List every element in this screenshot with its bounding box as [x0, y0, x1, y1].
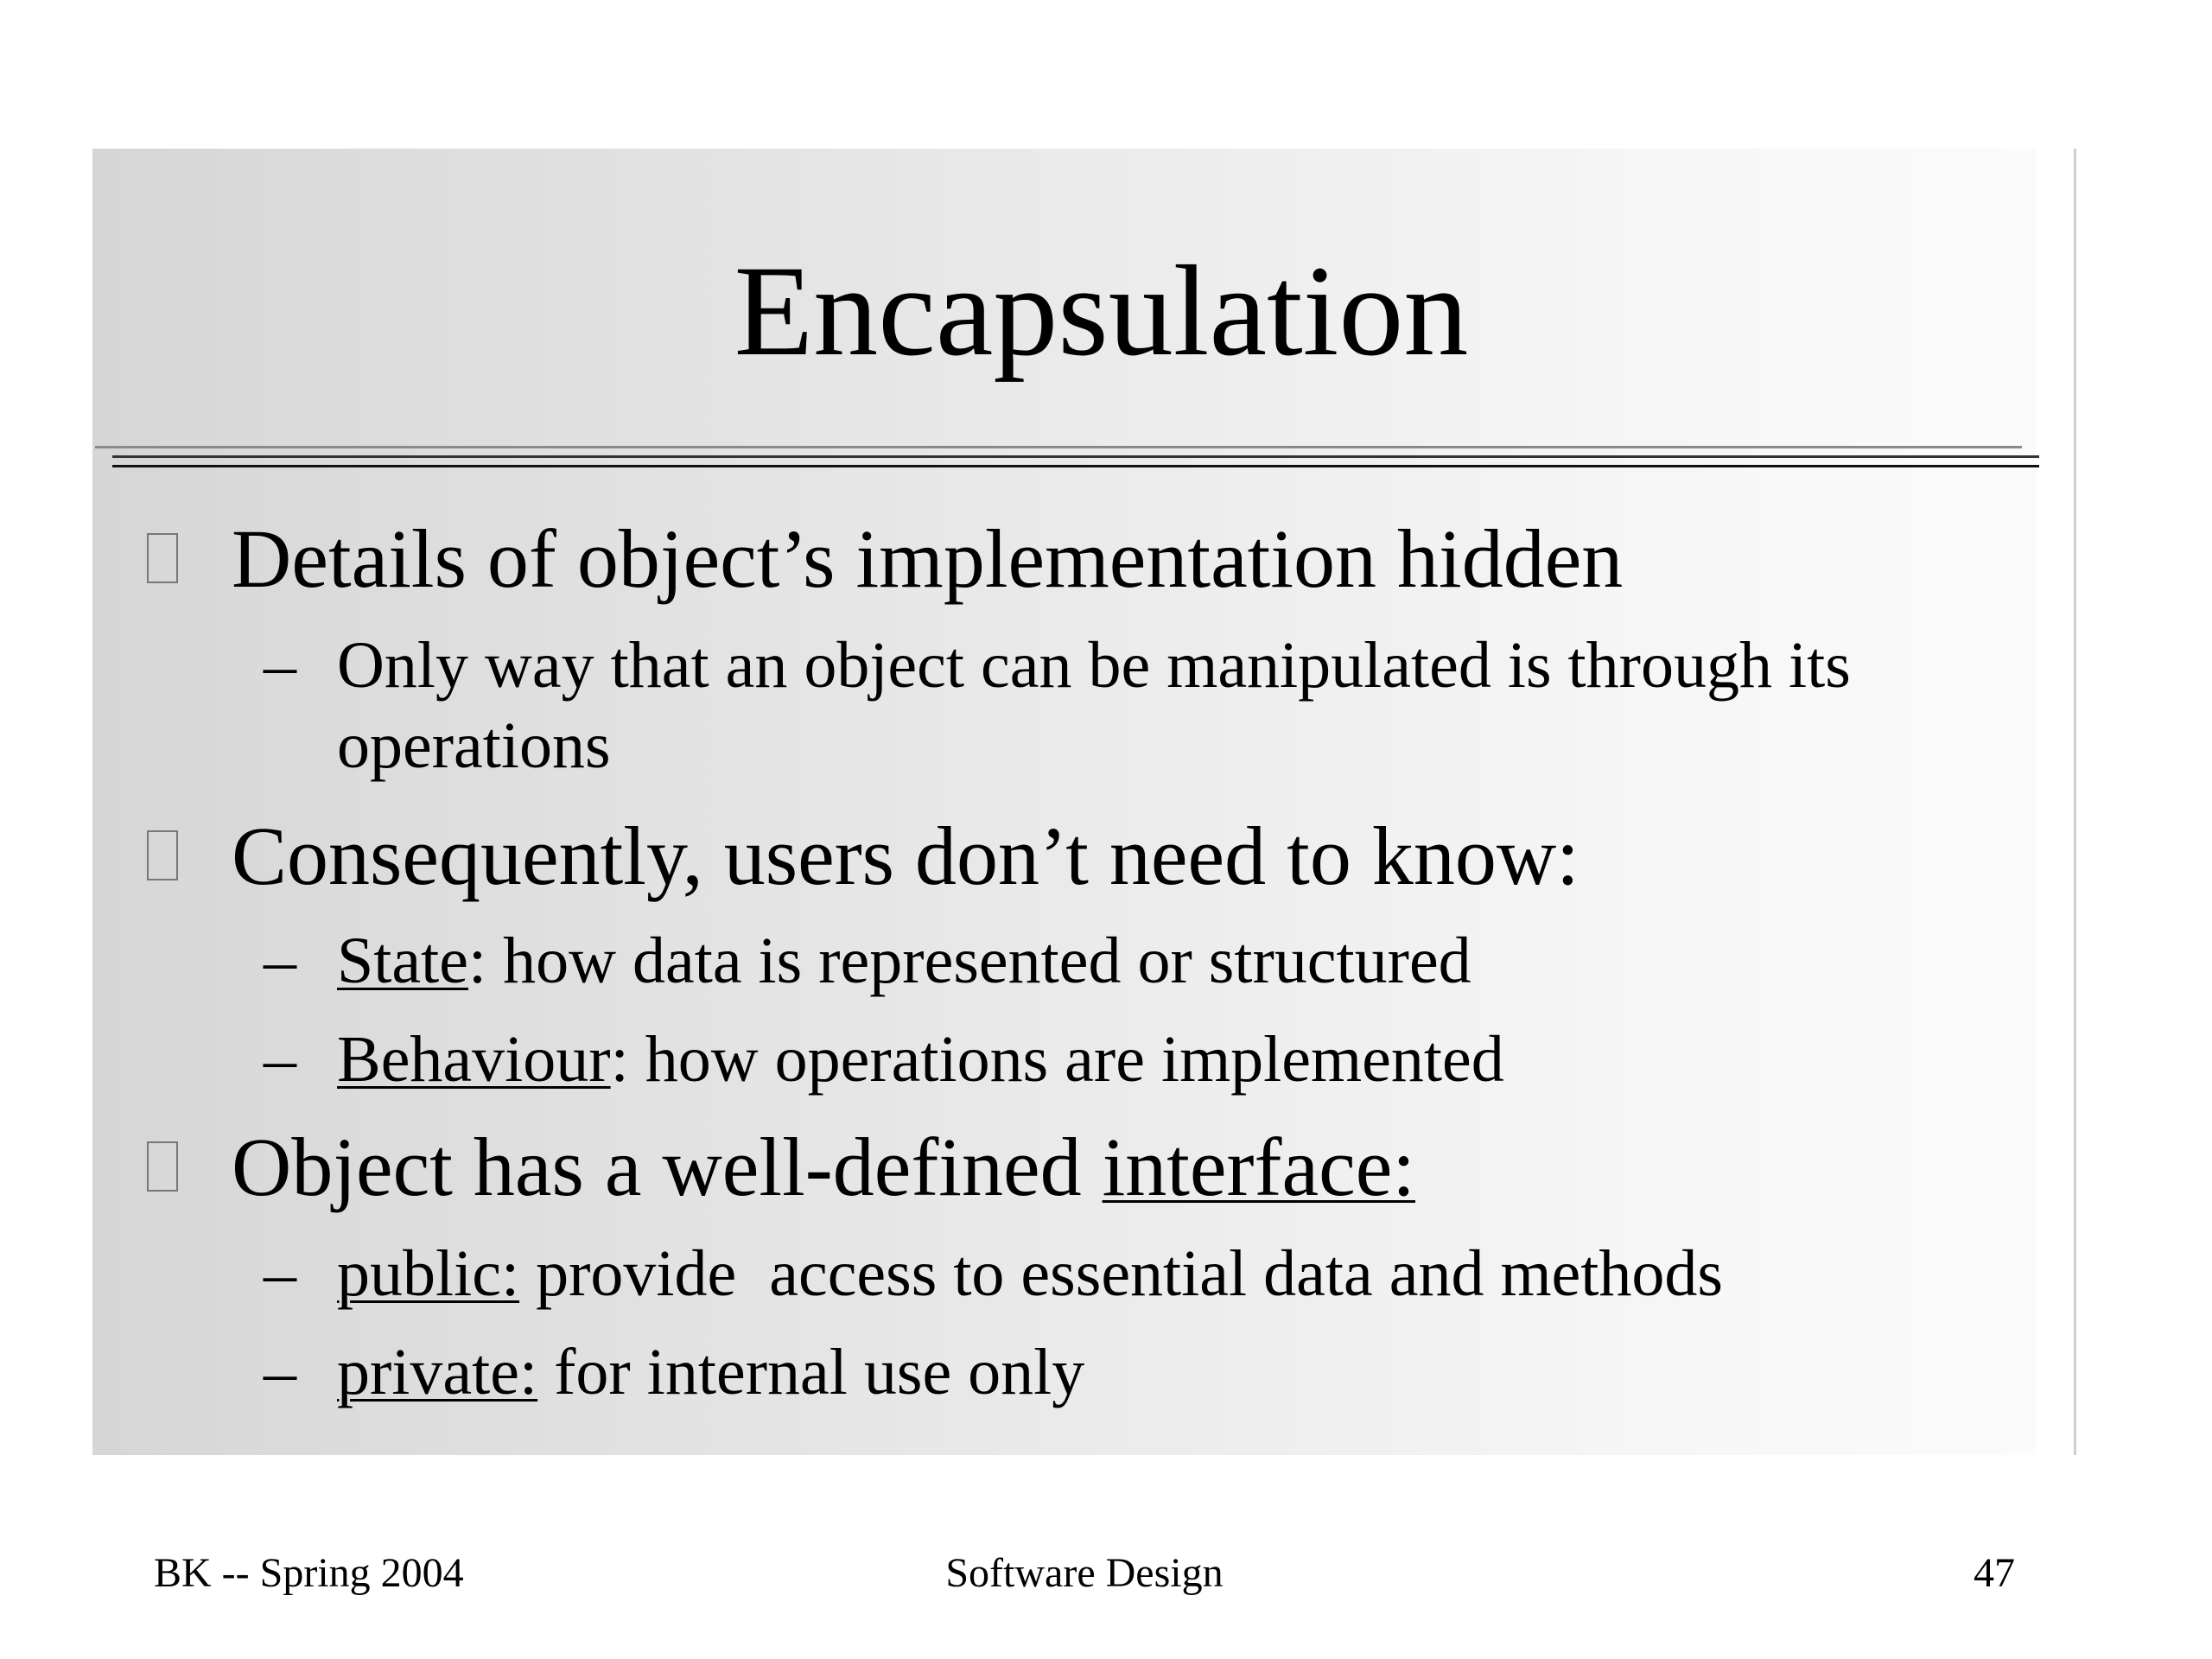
sub-bullet-text	[337, 921, 2048, 1001]
dash-marker: –	[264, 925, 296, 997]
sub-bullet-text: Only way that an object can be manipulated is through its operations	[337, 629, 1851, 782]
sub-bullet-text	[337, 1332, 2048, 1413]
title-divider-top	[95, 446, 2022, 448]
sub-bullet-item	[264, 1020, 2048, 1100]
bullet-square-icon	[147, 533, 178, 583]
bullet-square-icon	[147, 1141, 178, 1192]
behaviour-term: Behaviour	[337, 1023, 611, 1096]
dash-marker: –	[264, 1023, 296, 1096]
public-description: provide access to essential data and methods	[519, 1237, 1723, 1310]
private-term: private:	[337, 1336, 538, 1408]
bullet-item	[147, 809, 1580, 904]
dash-marker: –	[264, 629, 296, 702]
sub-bullet-text	[337, 1234, 2048, 1314]
sub-bullet-item	[264, 626, 2048, 786]
interface-term: interface:	[1102, 1121, 1415, 1213]
title-divider-bottom	[112, 465, 2039, 467]
sub-bullet-item	[264, 1332, 2048, 1413]
dash-marker: –	[264, 1237, 296, 1310]
private-description: for internal use only	[537, 1336, 1085, 1408]
title-divider-middle	[112, 455, 2039, 458]
footer-page-number: 47	[1974, 1550, 2015, 1596]
bullet-text: Details of object’s implementation hidden	[232, 512, 1624, 605]
behaviour-description: : how operations are implemented	[610, 1023, 1504, 1096]
bullet-item	[147, 1120, 1415, 1215]
public-term: public:	[337, 1237, 520, 1310]
bullet-text	[232, 1120, 1415, 1215]
interface-lead-text: Object has a well-defined	[232, 1121, 1103, 1213]
sub-bullet-text	[337, 1020, 2048, 1100]
slide-title: Encapsulation	[734, 239, 1469, 383]
sub-bullet-item	[264, 1234, 2048, 1314]
bullet-item	[147, 512, 1623, 607]
footer-course-title: Software Design	[945, 1550, 1224, 1596]
sub-bullet-item	[264, 921, 2048, 1001]
dash-marker: –	[264, 1336, 296, 1408]
state-description: : how data is represented or structured	[467, 925, 1471, 997]
bullet-text: Consequently, users don’t need to know:	[232, 810, 1580, 902]
state-term: State	[337, 925, 468, 997]
bullet-square-icon	[147, 830, 178, 880]
footer-author-date: BK -- Spring 2004	[154, 1550, 464, 1596]
